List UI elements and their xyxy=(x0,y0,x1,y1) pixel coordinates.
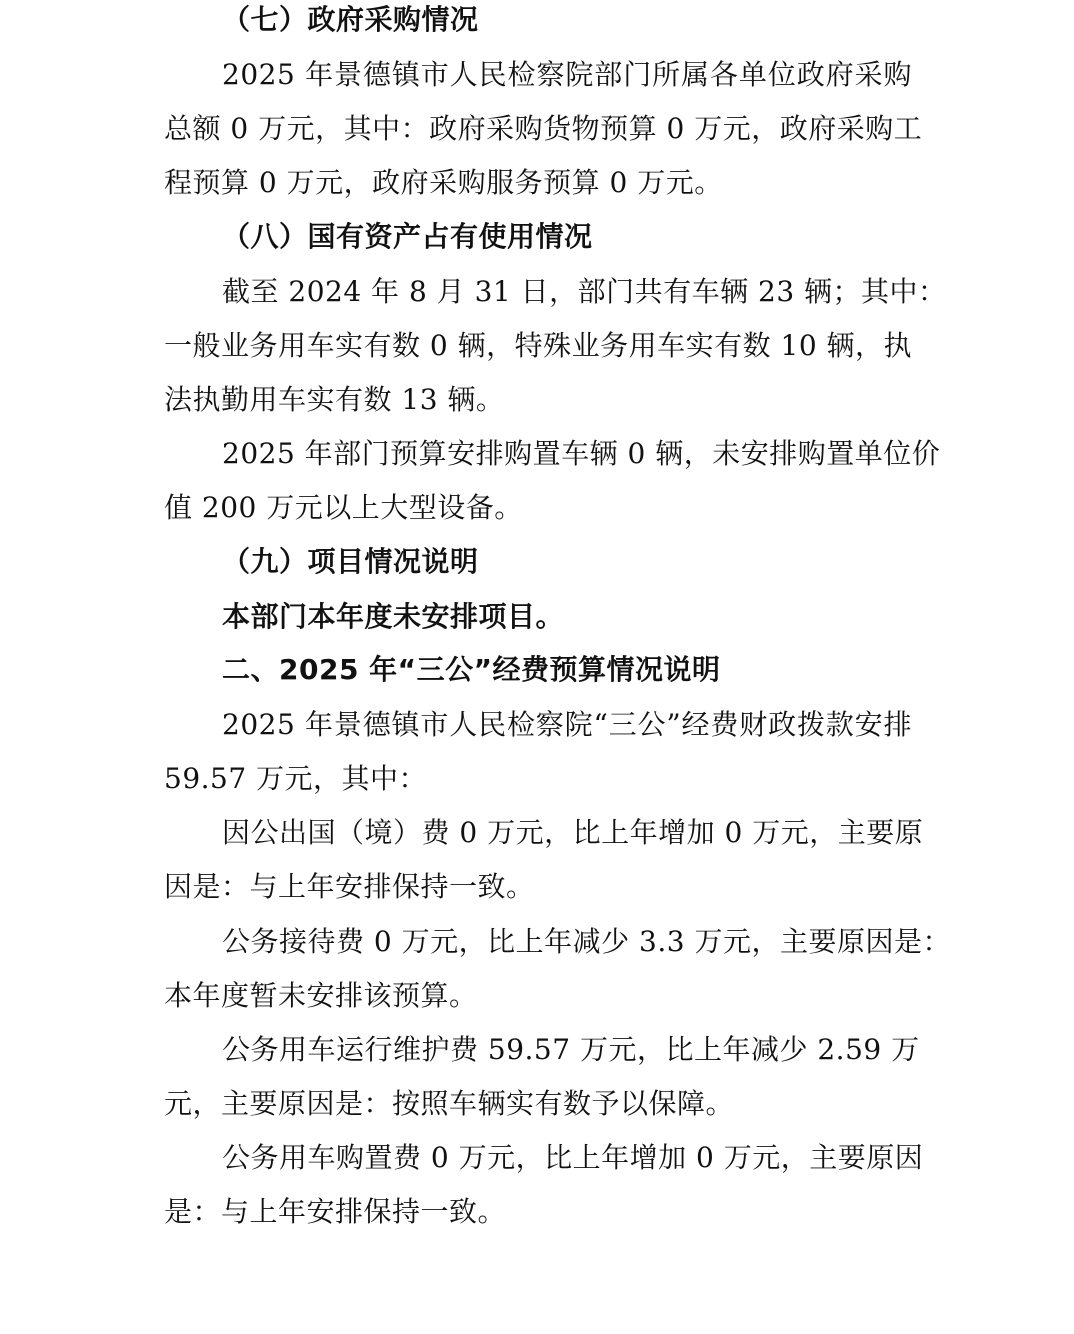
reception-line-1: 公务接待费 0 万元，比上年减少 3.3 万元，主要原因是： xyxy=(222,925,951,958)
section-9-text: 本部门本年度未安排项目。 xyxy=(222,600,565,633)
abroad-line-2: 因是：与上年安排保持一致。 xyxy=(164,870,535,903)
section-7-heading: （七）政府采购情况 xyxy=(222,3,479,36)
vehicle-ops-line-1: 公务用车运行维护费 59.57 万元，比上年减少 2.59 万 xyxy=(222,1033,920,1066)
section-8-para2-line-2: 值 200 万元以上大型设备。 xyxy=(164,491,523,524)
section-8-para2-line-1: 2025 年部门预算安排购置车辆 0 辆，未安排购置单位价 xyxy=(222,437,941,470)
part-2-heading: 二、2025 年“三公”经费预算情况说明 xyxy=(222,653,721,686)
section-9-heading: （九）项目情况说明 xyxy=(222,545,479,578)
part-2-intro-line-1: 2025 年景德镇市人民检察院“三公”经费财政拨款安排 xyxy=(222,708,912,741)
section-7-line-1: 2025 年景德镇市人民检察院部门所属各单位政府采购 xyxy=(222,58,912,91)
section-8-para1-line-3: 法执勤用车实有数 13 辆。 xyxy=(164,383,505,416)
vehicle-ops-line-2: 元，主要原因是：按照车辆实有数予以保障。 xyxy=(164,1087,735,1120)
abroad-line-1: 因公出国（境）费 0 万元，比上年增加 0 万元，主要原 xyxy=(222,816,924,849)
section-8-para1-line-1: 截至 2024 年 8 月 31 日，部门共有车辆 23 辆；其中： xyxy=(222,275,947,308)
section-7-line-2: 总额 0 万元，其中：政府采购货物预算 0 万元，政府采购工 xyxy=(164,112,923,145)
section-7-line-3: 程预算 0 万元，政府采购服务预算 0 万元。 xyxy=(164,166,723,199)
section-8-para1-line-2: 一般业务用车实有数 0 辆，特殊业务用车实有数 10 辆，执 xyxy=(164,329,913,362)
vehicle-purchase-line-1: 公务用车购置费 0 万元，比上年增加 0 万元，主要原因 xyxy=(222,1141,924,1174)
reception-line-2: 本年度暂未安排该预算。 xyxy=(164,979,478,1012)
vehicle-purchase-line-2: 是：与上年安排保持一致。 xyxy=(164,1195,507,1228)
section-8-heading: （八）国有资产占有使用情况 xyxy=(222,220,593,253)
part-2-intro-line-2: 59.57 万元，其中： xyxy=(164,762,428,795)
